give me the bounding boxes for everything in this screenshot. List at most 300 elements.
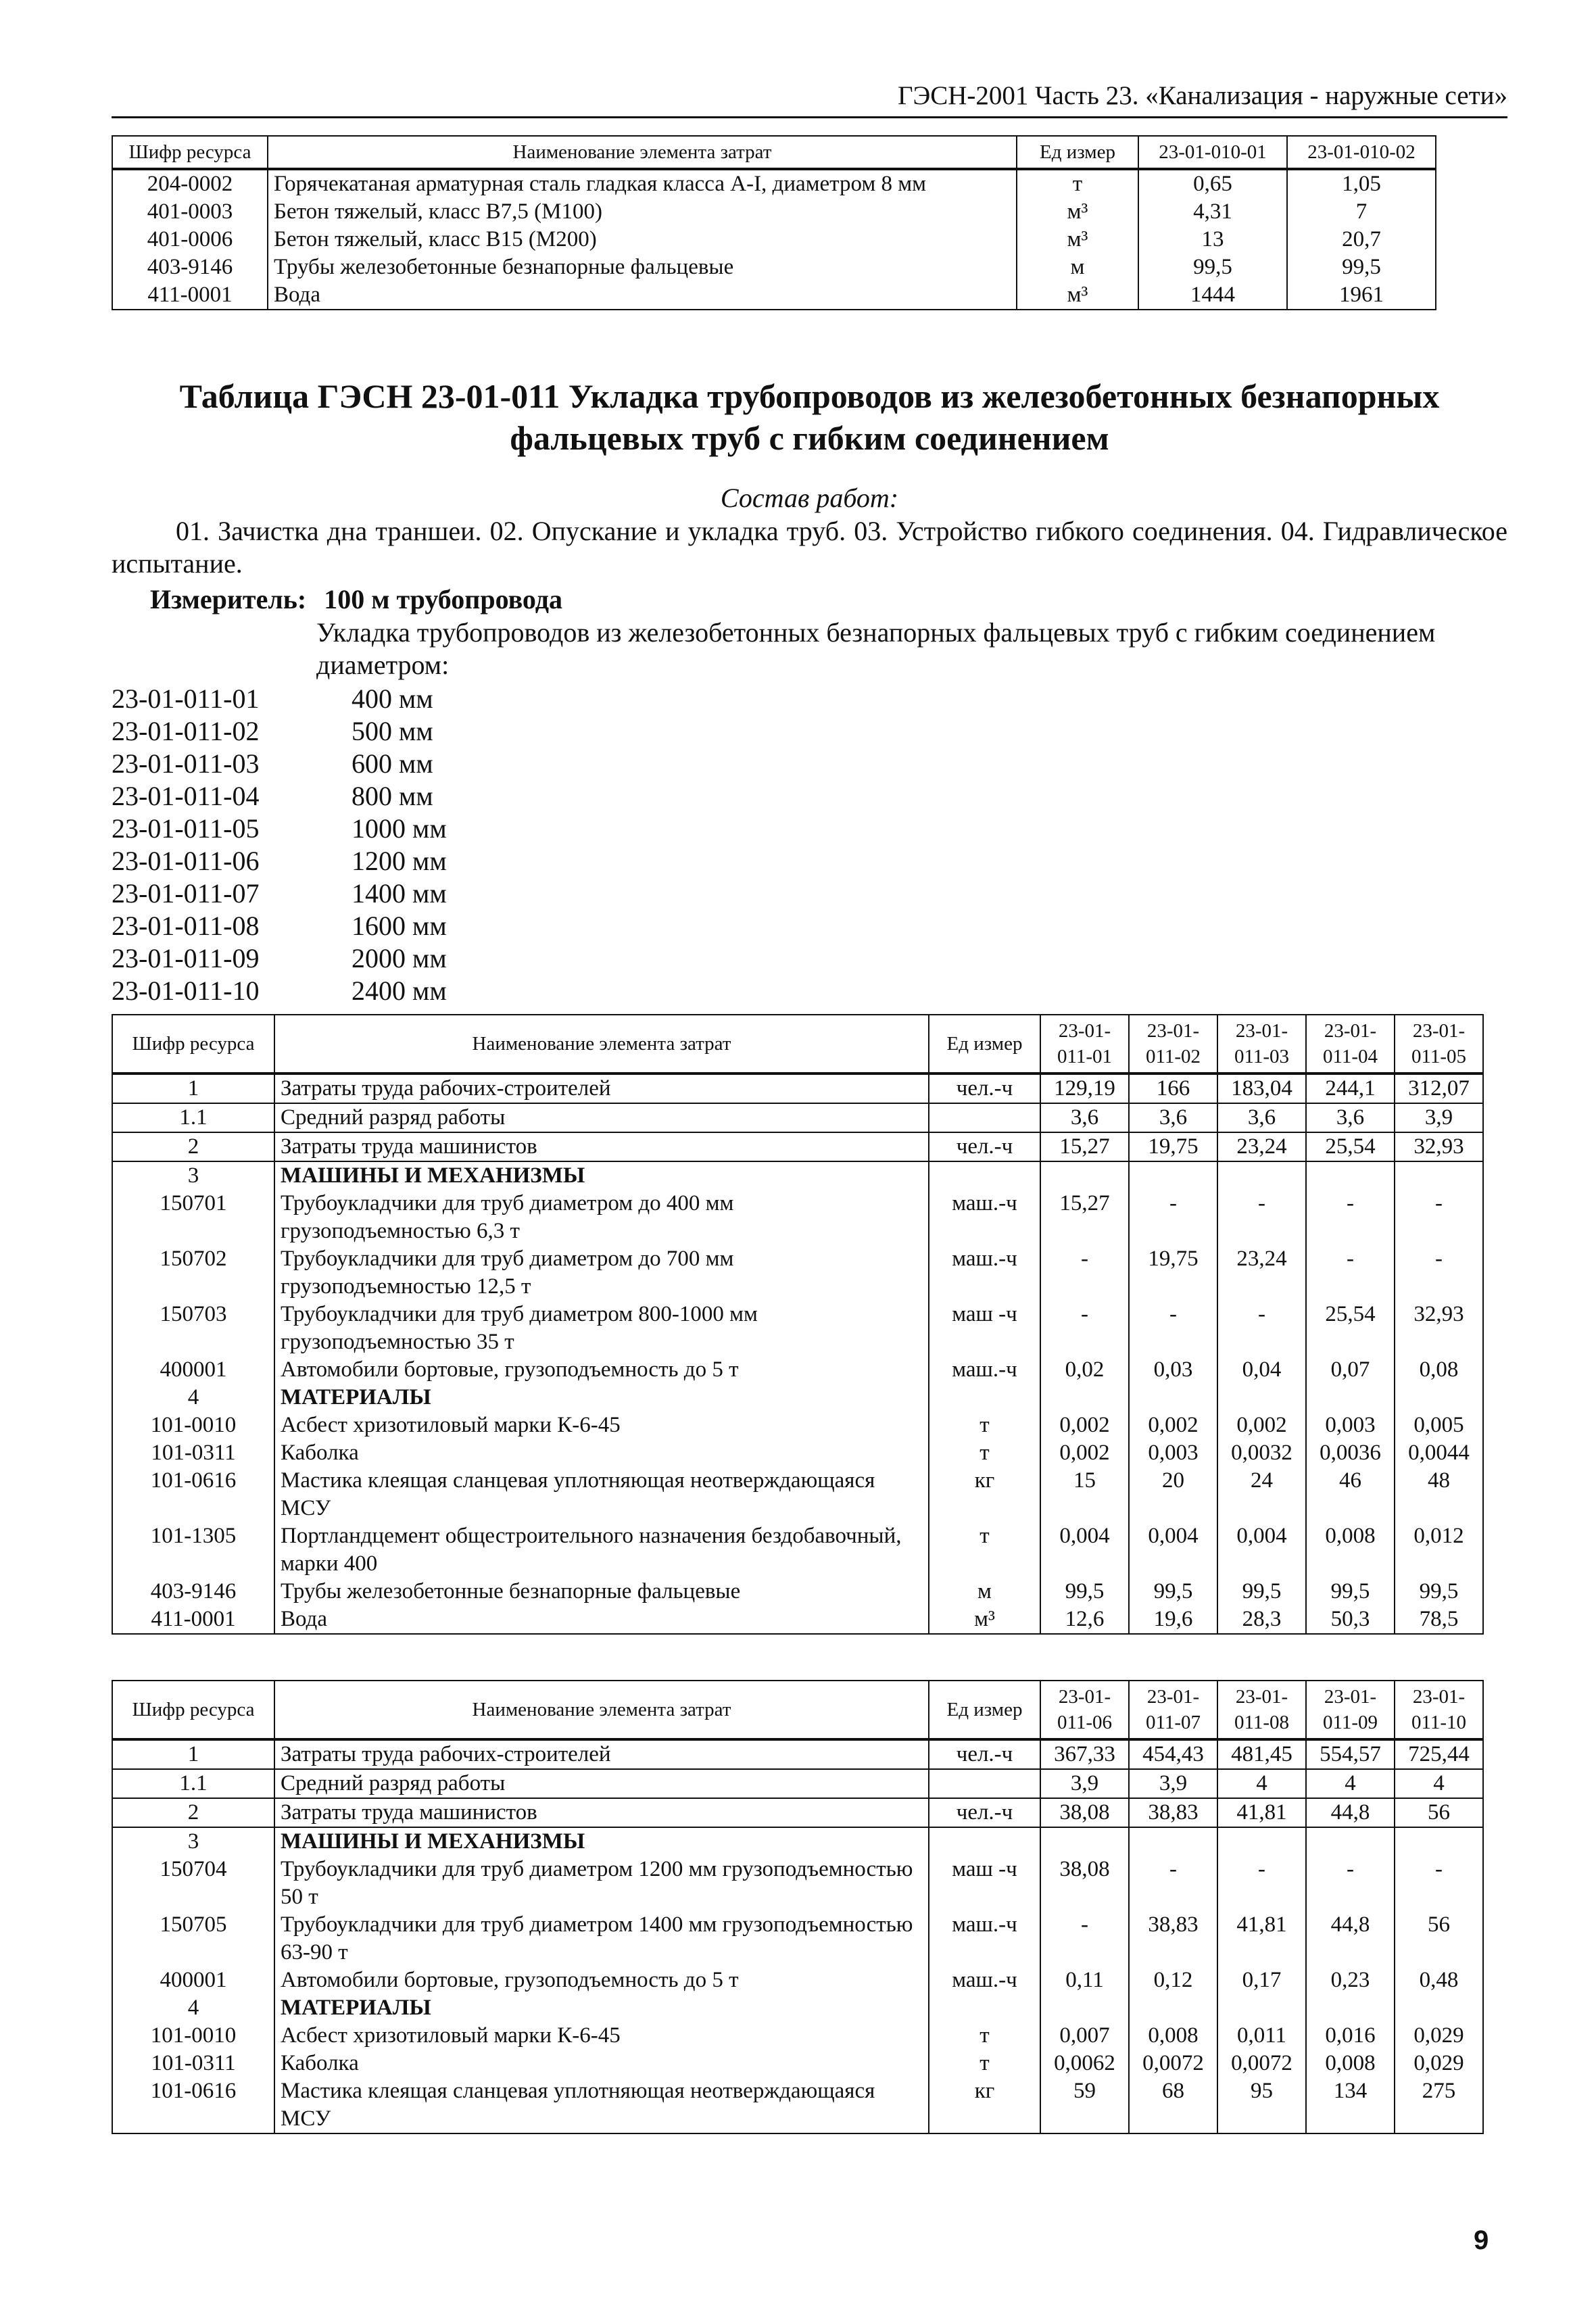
norm-value: 38,83	[1129, 1798, 1217, 1827]
table-header-row	[112, 136, 1436, 169]
norm-value: 46	[1306, 1467, 1395, 1522]
norm-value	[1129, 1994, 1217, 2022]
resource-code: 401-0006	[112, 226, 268, 254]
norm-value: 0,008	[1306, 2050, 1395, 2077]
norm-value	[1217, 1384, 1306, 1412]
variant-item	[112, 780, 554, 813]
work-composition-text: 01. Зачистка дна траншеи. 02. Опускание и укладка труб. 03. Устройство гибкого соединения. 04. Гидравлическое испытание.	[112, 516, 1507, 579]
norm-value: 3,9	[1040, 1769, 1129, 1798]
variant-code: 23-01-011-02	[112, 716, 260, 746]
norm-value: 38,08	[1040, 1856, 1129, 1911]
resource-code: 401-0003	[112, 198, 268, 226]
resource-code: 4	[112, 1384, 274, 1412]
resource-table-b	[112, 1680, 1484, 2134]
table-row	[112, 254, 1436, 281]
norm-value: 1444	[1138, 281, 1287, 310]
resource-unit: маш -ч	[929, 1301, 1040, 1356]
resource-name: Трубоукладчики для труб диаметром 1200 мм грузоподъемностью 50 т	[274, 1856, 929, 1911]
table-header-row	[112, 1681, 1483, 1739]
norm-value: 367,33	[1040, 1739, 1129, 1769]
resource-name: Средний разряд работы	[274, 1769, 929, 1798]
resource-name: Затраты труда рабочих-строителей	[274, 1739, 929, 1769]
norm-value: -	[1217, 1856, 1306, 1911]
norm-value: 554,57	[1306, 1739, 1395, 1769]
norm-value: 0,016	[1306, 2022, 1395, 2050]
norm-value: 15,27	[1040, 1190, 1129, 1245]
column-header: 23-01-011-04	[1306, 1015, 1395, 1073]
norm-value: 99,5	[1395, 1578, 1483, 1606]
resource-name: Автомобили бортовые, грузоподъемность до 5 т	[274, 1967, 929, 1994]
norm-value: 15	[1040, 1467, 1129, 1522]
column-header: 23-01-011-02	[1129, 1015, 1217, 1073]
variant-item	[112, 877, 554, 910]
resource-name: Трубоукладчики для труб диаметром до 700 мм грузоподъемностью 12,5 т	[274, 1245, 929, 1301]
norm-value: 50,3	[1306, 1606, 1395, 1634]
norm-value: -	[1129, 1856, 1217, 1911]
resource-code: 400001	[112, 1356, 274, 1384]
norm-value: 0,08	[1395, 1356, 1483, 1384]
norm-value: 134	[1306, 2077, 1395, 2133]
norm-value: 275	[1395, 2077, 1483, 2133]
table-row	[112, 1132, 1483, 1161]
resource-unit: т	[929, 1412, 1040, 1439]
norm-value: 19,75	[1129, 1245, 1217, 1301]
norm-value	[1129, 1827, 1217, 1856]
column-header: Наименование элемента затрат	[268, 136, 1017, 169]
variant-item	[112, 845, 554, 877]
norm-value: 15,27	[1040, 1132, 1129, 1161]
norm-value	[1217, 1161, 1306, 1190]
norm-value: 0,003	[1306, 1412, 1395, 1439]
norm-value: 4	[1306, 1769, 1395, 1798]
variant-diameter: 600 мм	[352, 748, 433, 779]
resource-name: Трубы железобетонные безнапорные фальцевые	[274, 1578, 929, 1606]
norm-value: 0,003	[1129, 1439, 1217, 1467]
work-composition-heading: Состав работ:	[720, 483, 899, 513]
resource-name: Трубоукладчики для труб диаметром 800-1000 мм грузоподъемностью 35 т	[274, 1301, 929, 1356]
norm-value: 4	[1217, 1769, 1306, 1798]
variant-diameter: 1400 мм	[352, 878, 447, 909]
table-row	[112, 1073, 1483, 1103]
norm-value: -	[1217, 1190, 1306, 1245]
column-header: 23-01-010-02	[1287, 136, 1436, 169]
variant-code: 23-01-011-07	[112, 878, 260, 909]
resource-code: 150702	[112, 1245, 274, 1301]
resource-code: 1	[112, 1739, 274, 1769]
resource-name: Асбест хризотиловый марки К-6-45	[274, 2022, 929, 2050]
variant-code: 23-01-011-04	[112, 781, 260, 811]
resource-name: Затраты труда рабочих-строителей	[274, 1073, 929, 1103]
column-header: 23-01-011-03	[1217, 1015, 1306, 1073]
norm-value: 0,0044	[1395, 1439, 1483, 1467]
column-header: Шифр ресурса	[112, 1681, 274, 1739]
resource-unit: чел.-ч	[929, 1798, 1040, 1827]
norm-value: 12,6	[1040, 1606, 1129, 1634]
column-header: Шифр ресурса	[112, 136, 268, 169]
norm-value: 56	[1395, 1911, 1483, 1967]
norm-value: 0,029	[1395, 2050, 1483, 2077]
norm-value	[1040, 1994, 1129, 2022]
continuation-resource-table	[112, 135, 1436, 310]
resource-code: 150705	[112, 1911, 274, 1967]
resource-name: Мастика клеящая сланцевая уплотняющая неотверждающаяся МСУ	[274, 2077, 929, 2133]
resource-code: 411-0001	[112, 1606, 274, 1634]
norm-value: 0,002	[1217, 1412, 1306, 1439]
norm-value: 99,5	[1306, 1578, 1395, 1606]
norm-value: 0,012	[1395, 1522, 1483, 1578]
resource-unit	[929, 1161, 1040, 1190]
table-row	[112, 1301, 1483, 1356]
resource-unit: маш.-ч	[929, 1190, 1040, 1245]
resource-unit: м³	[929, 1606, 1040, 1634]
norm-value: 3,9	[1129, 1769, 1217, 1798]
table-row	[112, 1190, 1483, 1245]
table-row	[112, 1769, 1483, 1798]
norm-value: -	[1129, 1190, 1217, 1245]
table-row	[112, 1739, 1483, 1769]
resource-code: 2	[112, 1798, 274, 1827]
norm-value: 0,11	[1040, 1967, 1129, 1994]
resource-code: 204-0002	[112, 169, 268, 198]
norm-value: 25,54	[1306, 1301, 1395, 1356]
norm-value: 244,1	[1306, 1073, 1395, 1103]
resource-name: Трубоукладчики для труб диаметром 1400 мм грузоподъемностью 63-90 т	[274, 1911, 929, 1967]
norm-value: 3,9	[1395, 1103, 1483, 1132]
norm-value	[1217, 1994, 1306, 2022]
norm-value: 32,93	[1395, 1132, 1483, 1161]
table-row	[112, 2022, 1483, 2050]
variant-diameter: 400 мм	[352, 683, 433, 714]
norm-value: 4,31	[1138, 198, 1287, 226]
norm-value: -	[1306, 1856, 1395, 1911]
norm-value	[1129, 1161, 1217, 1190]
resource-name: МАШИНЫ И МЕХАНИЗМЫ	[274, 1161, 929, 1190]
table-row	[112, 281, 1436, 310]
norm-value: 41,81	[1217, 1798, 1306, 1827]
column-header: 23-01-011-05	[1395, 1015, 1483, 1073]
resource-code: 3	[112, 1161, 274, 1190]
resource-code: 1	[112, 1073, 274, 1103]
norm-value: 0,002	[1040, 1439, 1129, 1467]
norm-value: 454,43	[1129, 1739, 1217, 1769]
table-header-row	[112, 1015, 1483, 1073]
resource-name: Мастика клеящая сланцевая уплотняющая неотверждающаяся МСУ	[274, 1467, 929, 1522]
norm-value: 3,6	[1306, 1103, 1395, 1132]
resource-code: 1.1	[112, 1769, 274, 1798]
norm-value: 0,029	[1395, 2022, 1483, 2050]
norm-value: 99,5	[1138, 254, 1287, 281]
norm-value	[1040, 1827, 1129, 1856]
resource-unit: т	[929, 1522, 1040, 1578]
norm-value: 0,04	[1217, 1356, 1306, 1384]
norm-value: 481,45	[1217, 1739, 1306, 1769]
norm-value: 99,5	[1040, 1578, 1129, 1606]
norm-value	[1129, 1384, 1217, 1412]
norm-value: 48	[1395, 1467, 1483, 1522]
norm-value: 0,008	[1129, 2022, 1217, 2050]
table-row	[112, 1245, 1483, 1301]
variant-code: 23-01-011-05	[112, 813, 260, 844]
norm-value	[1306, 1827, 1395, 1856]
norm-value: -	[1395, 1856, 1483, 1911]
norm-value: -	[1395, 1190, 1483, 1245]
norm-value: 68	[1129, 2077, 1217, 2133]
resource-unit: чел.-ч	[929, 1739, 1040, 1769]
resource-unit	[929, 1994, 1040, 2022]
resource-unit: м	[1017, 254, 1138, 281]
norm-value: 23,24	[1217, 1245, 1306, 1301]
norm-value: 59	[1040, 2077, 1129, 2133]
norm-value: 95	[1217, 2077, 1306, 2133]
norm-value: 7	[1287, 198, 1436, 226]
norm-value: 725,44	[1395, 1739, 1483, 1769]
measure-line	[150, 583, 562, 617]
norm-value: 25,54	[1306, 1132, 1395, 1161]
norm-value: 99,5	[1217, 1578, 1306, 1606]
norm-value: 312,07	[1395, 1073, 1483, 1103]
norm-value: 0,004	[1040, 1522, 1129, 1578]
resource-unit: т	[929, 2022, 1040, 2050]
table-row	[112, 1798, 1483, 1827]
resource-unit: м³	[1017, 198, 1138, 226]
resource-unit: чел.-ч	[929, 1073, 1040, 1103]
norm-value: -	[1040, 1245, 1129, 1301]
resource-code: 150701	[112, 1190, 274, 1245]
variant-diameter: 1000 мм	[352, 813, 447, 844]
variant-diameter: 2400 мм	[352, 975, 447, 1006]
table-row	[112, 2077, 1483, 2133]
column-header: 23-01-010-01	[1138, 136, 1287, 169]
running-header: ГЭСН-2001 Часть 23. «Канализация - наружные сети»	[112, 80, 1507, 118]
norm-value: 0,23	[1306, 1967, 1395, 1994]
variant-item	[112, 942, 554, 975]
norm-value: 183,04	[1217, 1073, 1306, 1103]
variant-item	[112, 813, 554, 845]
norm-value: 0,0072	[1217, 2050, 1306, 2077]
norm-value: 0,004	[1217, 1522, 1306, 1578]
measure-value: 100 м трубопровода	[324, 584, 562, 614]
table-row	[112, 226, 1436, 254]
norm-value: 44,8	[1306, 1911, 1395, 1967]
resource-unit: маш -ч	[929, 1856, 1040, 1911]
norm-value: 19,75	[1129, 1132, 1217, 1161]
resource-name: МАТЕРИАЛЫ	[274, 1994, 929, 2022]
norm-value: 0,011	[1217, 2022, 1306, 2050]
norm-value	[1395, 1994, 1483, 2022]
norm-value	[1040, 1161, 1129, 1190]
norm-value: 0,007	[1040, 2022, 1129, 2050]
norm-value: 20,7	[1287, 226, 1436, 254]
norm-value: 38,08	[1040, 1798, 1129, 1827]
column-header: Шифр ресурса	[112, 1015, 274, 1073]
column-header: 23-01-011-08	[1217, 1681, 1306, 1739]
table-row	[112, 1439, 1483, 1467]
section-row	[112, 1827, 1483, 1856]
resource-code: 150703	[112, 1301, 274, 1356]
table-title: Таблица ГЭСН 23-01-011 Укладка трубопроводов из железобетонных безнапорных фальцевых труб с гибким соединением	[179, 377, 1440, 457]
table-row	[112, 1522, 1483, 1578]
resource-unit: маш.-ч	[929, 1911, 1040, 1967]
resource-code: 2	[112, 1132, 274, 1161]
variants-description: Укладка трубопроводов из железобетонных безнапорных фальцевых труб с гибким соединением диаметром:	[316, 617, 1436, 680]
variant-item	[112, 683, 554, 715]
resource-name: Каболка	[274, 1439, 929, 1467]
resource-unit: т	[929, 1439, 1040, 1467]
norm-value	[1395, 1161, 1483, 1190]
norm-value	[1217, 1827, 1306, 1856]
norm-value: 20	[1129, 1467, 1217, 1522]
resource-code: 101-0311	[112, 2050, 274, 2077]
column-header: 23-01-011-10	[1395, 1681, 1483, 1739]
resource-name: Бетон тяжелый, класс В7,5 (М100)	[268, 198, 1017, 226]
column-header: Наименование элемента затрат	[274, 1681, 929, 1739]
column-header: 23-01-011-01	[1040, 1015, 1129, 1073]
norm-value: 13	[1138, 226, 1287, 254]
resource-code: 1.1	[112, 1103, 274, 1132]
resource-name: Асбест хризотиловый марки К-6-45	[274, 1412, 929, 1439]
resource-code: 4	[112, 1994, 274, 2022]
resource-code: 101-0010	[112, 1412, 274, 1439]
norm-value: 32,93	[1395, 1301, 1483, 1356]
resource-code: 3	[112, 1827, 274, 1856]
norm-value: -	[1129, 1301, 1217, 1356]
resource-unit: м	[929, 1578, 1040, 1606]
variants-list	[112, 683, 554, 1007]
page-number: 9	[1474, 2225, 1489, 2255]
norm-value: 3,6	[1129, 1103, 1217, 1132]
norm-value: 0,004	[1129, 1522, 1217, 1578]
resource-unit: маш.-ч	[929, 1356, 1040, 1384]
resource-unit: маш.-ч	[929, 1245, 1040, 1301]
norm-value: 166	[1129, 1073, 1217, 1103]
norm-value: 56	[1395, 1798, 1483, 1827]
resource-unit	[929, 1769, 1040, 1798]
norm-value: 0,0032	[1217, 1439, 1306, 1467]
norm-value: 0,008	[1306, 1522, 1395, 1578]
norm-value: 78,5	[1395, 1606, 1483, 1634]
norm-value: 99,5	[1287, 254, 1436, 281]
norm-value: -	[1040, 1301, 1129, 1356]
resource-code: 411-0001	[112, 281, 268, 310]
norm-value: 0,02	[1040, 1356, 1129, 1384]
norm-value: 0,005	[1395, 1412, 1483, 1439]
norm-value: 99,5	[1129, 1578, 1217, 1606]
norm-value	[1306, 1994, 1395, 2022]
norm-value	[1306, 1161, 1395, 1190]
resource-unit: м³	[1017, 281, 1138, 310]
section-row	[112, 1384, 1483, 1412]
variant-diameter: 1600 мм	[352, 911, 447, 941]
variant-diameter: 500 мм	[352, 716, 433, 746]
norm-value: 41,81	[1217, 1911, 1306, 1967]
variant-diameter: 1200 мм	[352, 846, 447, 876]
norm-value	[1395, 1384, 1483, 1412]
norm-value: -	[1395, 1245, 1483, 1301]
norm-value: 0,0062	[1040, 2050, 1129, 2077]
norm-value: 0,17	[1217, 1967, 1306, 1994]
norm-value: 4	[1395, 1769, 1483, 1798]
resource-name: Затраты труда машинистов	[274, 1132, 929, 1161]
variant-item	[112, 715, 554, 748]
resource-name: Вода	[274, 1606, 929, 1634]
norm-value: 0,65	[1138, 169, 1287, 198]
resource-table-a	[112, 1014, 1484, 1635]
variant-code: 23-01-011-01	[112, 683, 260, 714]
resource-code: 403-9146	[112, 254, 268, 281]
variant-code: 23-01-011-03	[112, 748, 260, 779]
resource-name: Трубоукладчики для труб диаметром до 400 мм грузоподъемностью 6,3 т	[274, 1190, 929, 1245]
norm-value: 0,0036	[1306, 1439, 1395, 1467]
resource-name: Трубы железобетонные безнапорные фальцевые	[268, 254, 1017, 281]
resource-unit: т	[1017, 169, 1138, 198]
column-header: Наименование элемента затрат	[274, 1015, 929, 1073]
norm-value: 38,83	[1129, 1911, 1217, 1967]
section-row	[112, 1994, 1483, 2022]
norm-value: -	[1306, 1245, 1395, 1301]
column-header: Ед измер	[929, 1015, 1040, 1073]
norm-value: 0,07	[1306, 1356, 1395, 1384]
table-row	[112, 1467, 1483, 1522]
resource-name: МАТЕРИАЛЫ	[274, 1384, 929, 1412]
resource-code: 403-9146	[112, 1578, 274, 1606]
norm-value: 0,0072	[1129, 2050, 1217, 2077]
resource-unit: т	[929, 2050, 1040, 2077]
norm-value: -	[1040, 1911, 1129, 1967]
resource-code: 101-0010	[112, 2022, 274, 2050]
resource-unit: кг	[929, 1467, 1040, 1522]
variant-diameter: 2000 мм	[352, 943, 447, 973]
norm-value: 0,002	[1040, 1412, 1129, 1439]
norm-value	[1040, 1384, 1129, 1412]
resource-name: Горячекатаная арматурная сталь гладкая класса А-I, диаметром 8 мм	[268, 169, 1017, 198]
resource-name: Вода	[268, 281, 1017, 310]
table-row	[112, 1856, 1483, 1911]
resource-name: Каболка	[274, 2050, 929, 2077]
resource-unit: чел.-ч	[929, 1132, 1040, 1161]
norm-value: 3,6	[1040, 1103, 1129, 1132]
table-row	[112, 1967, 1483, 1994]
table-row	[112, 1606, 1483, 1634]
variant-item	[112, 975, 554, 1007]
norm-value: 44,8	[1306, 1798, 1395, 1827]
table-row	[112, 1356, 1483, 1384]
norm-value: 129,19	[1040, 1073, 1129, 1103]
norm-value: 1961	[1287, 281, 1436, 310]
norm-value: 28,3	[1217, 1606, 1306, 1634]
resource-name: Затраты труда машинистов	[274, 1798, 929, 1827]
table-row	[112, 1103, 1483, 1132]
norm-value	[1306, 1384, 1395, 1412]
resource-name: МАШИНЫ И МЕХАНИЗМЫ	[274, 1827, 929, 1856]
column-header: 23-01-011-07	[1129, 1681, 1217, 1739]
norm-value: 19,6	[1129, 1606, 1217, 1634]
resource-unit	[929, 1103, 1040, 1132]
table-row	[112, 198, 1436, 226]
resource-name: Средний разряд работы	[274, 1103, 929, 1132]
resource-unit: кг	[929, 2077, 1040, 2133]
norm-value: 3,6	[1217, 1103, 1306, 1132]
measure-label: Измеритель:	[150, 584, 307, 614]
section-row	[112, 1161, 1483, 1190]
column-header: Ед измер	[1017, 136, 1138, 169]
norm-value: -	[1217, 1301, 1306, 1356]
resource-name: Бетон тяжелый, класс В15 (М200)	[268, 226, 1017, 254]
norm-value: 0,03	[1129, 1356, 1217, 1384]
resource-unit: м³	[1017, 226, 1138, 254]
table-row	[112, 1911, 1483, 1967]
norm-value: -	[1306, 1190, 1395, 1245]
norm-value	[1395, 1827, 1483, 1856]
